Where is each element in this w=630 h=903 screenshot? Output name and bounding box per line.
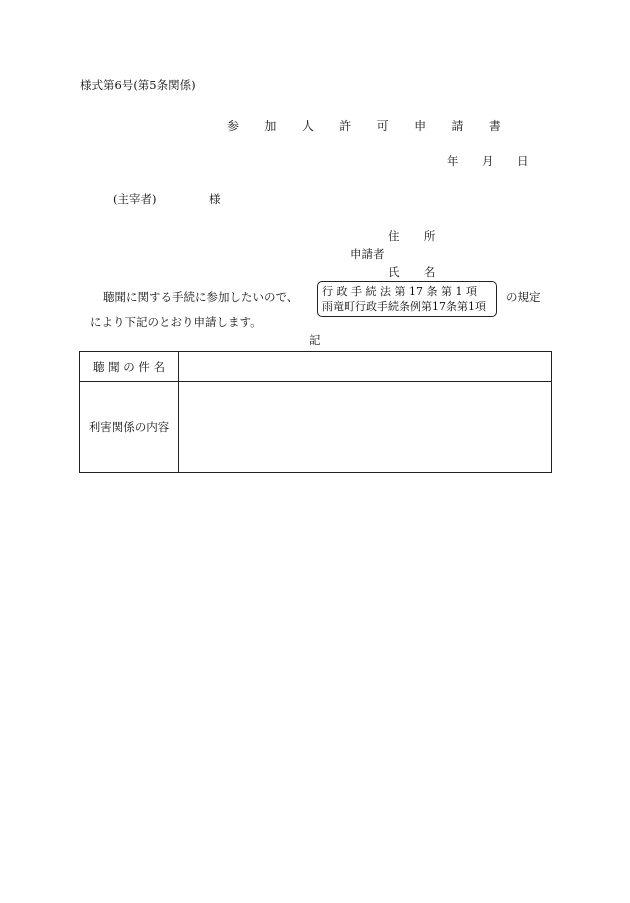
hearing-subject-field[interactable] [179, 352, 552, 382]
legal-basis-option-2: 雨竜町行政手続条例第17条第1項 [322, 300, 486, 313]
interest-field[interactable] [179, 382, 552, 473]
interest-label: 利害関係の内容 [80, 382, 179, 473]
record-label: 記 [309, 333, 321, 347]
applicant-label: 申請者 [350, 247, 385, 261]
application-table [79, 351, 552, 473]
legal-basis-option-1: 行 政 手 続 法 第 17 条 第 1 項 [322, 285, 477, 298]
address-label: 住 所 [388, 229, 446, 243]
table-row [80, 352, 552, 382]
organizer-label: (主宰者) [113, 192, 157, 206]
hearing-subject-label: 聴 聞 の 件 名 [80, 352, 179, 382]
name-label: 氏 名 [388, 265, 446, 279]
honorific: 様 [209, 192, 221, 206]
form-number: 様式第6号(第5条関係) [80, 78, 196, 92]
date-day: 日 [517, 154, 529, 168]
legal-basis-bracket [317, 281, 497, 317]
statement-suffix: の規定 [506, 290, 541, 304]
document-title: 参 加 人 許 可 申 請 書 [227, 119, 512, 133]
statement-line-2: により下記のとおり申請します。 [90, 315, 262, 329]
statement-prefix: 聴聞に関する手続に参加したいので、 [103, 290, 299, 304]
date-year: 年 [447, 154, 459, 168]
date-month: 月 [482, 154, 494, 168]
table-row [80, 382, 552, 473]
